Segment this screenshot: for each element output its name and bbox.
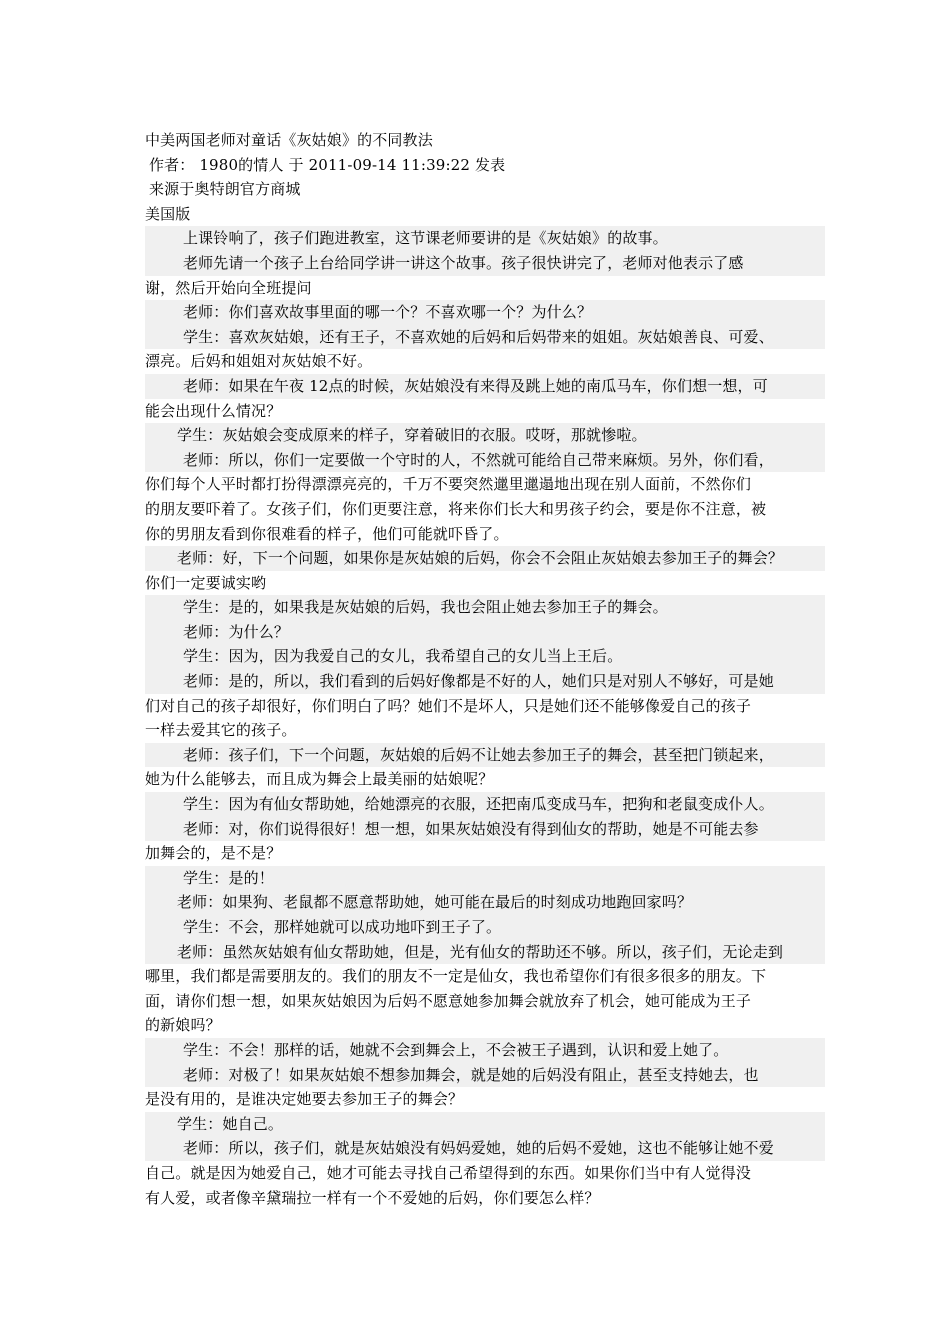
paragraph-line: 她为什么能够去，而且成为舞会上最美丽的姑娘呢？ (145, 770, 494, 789)
paragraph-line: 学生：喜欢灰姑娘，还有王子，不喜欢她的后妈和后妈带来的姐姐。灰姑娘善良、可爱、 (145, 325, 825, 350)
paragraph-line: 老师：所以，你们一定要做一个守时的人，不然就可能给自己带来麻烦。另外，你们看， (145, 448, 825, 473)
paragraph-line: 能会出现什么情况？ (145, 401, 282, 420)
paragraph-line: 老师：如果狗、老鼠都不愿意帮助她，她可能在最后的时刻成功地跑回家吗？ (145, 890, 825, 915)
paragraph-line: 老师：你们喜欢故事里面的哪一个？不喜欢哪一个？为什么？ (145, 300, 825, 325)
paragraph-line: 学生：因为，因为我爱自己的女儿，我希望自己的女儿当上王后。 (145, 644, 825, 669)
paragraph-line: 是没有用的，是谁决定她要去参加王子的舞会？ (145, 1090, 464, 1109)
paragraph-line: 面，请你们想一想，如果灰姑娘因为后妈不愿意她参加舞会就放弃了机会，她可能成为王子 (145, 991, 752, 1010)
article-meta: 作者： 1980的情人 于 2011-09-14 11:39:22 发表 (149, 155, 506, 174)
paragraph-line: 老师：如果在午夜 12点的时候，灰姑娘没有来得及跳上她的南瓜马车，你们想一想，可 (145, 374, 825, 399)
paragraph-line: 老师：对，你们说得很好！想一想，如果灰姑娘没有得到仙女的帮助，她是不可能去参 (145, 817, 825, 842)
paragraph-line: 老师：是的，所以，我们看到的后妈好像都是不好的人，她们只是对别人不够好，可是她 (145, 669, 825, 694)
paragraph-line: 学生：不会！那样的话，她就不会到舞会上，不会被王子遇到，认识和爱上她了。 (145, 1038, 825, 1063)
paragraph-line: 加舞会的，是不是？ (145, 844, 282, 863)
paragraph-line: 自己。就是因为她爱自己，她才可能去寻找自己希望得到的东西。如果你们当中有人觉得没 (145, 1163, 752, 1182)
section-heading: 美国版 (145, 204, 191, 223)
paragraph-line: 上课铃响了，孩子们跑进教室，这节课老师要讲的是《灰姑娘》的故事。 (145, 226, 825, 251)
paragraph-line: 老师先请一个孩子上台给同学讲一讲这个故事。孩子很快讲完了，老师对他表示了感 (145, 251, 825, 276)
paragraph-line: 哪里，我们都是需要朋友的。我们的朋友不一定是仙女，我也希望你们有很多很多的朋友。下 (145, 967, 767, 986)
paragraph-line: 学生：因为有仙女帮助她，给她漂亮的衣服，还把南瓜变成马车，把狗和老鼠变成仆人。 (145, 792, 825, 817)
paragraph-line: 老师：虽然灰姑娘有仙女帮助她，但是，光有仙女的帮助还不够。所以，孩子们，无论走到 (145, 940, 825, 965)
paragraph-line: 有人爱，或者像辛黛瑞拉一样有一个不爱她的后妈，你们要怎么样？ (145, 1188, 600, 1207)
paragraph-line: 漂亮。后妈和姐姐对灰姑娘不好。 (145, 352, 373, 371)
paragraph-line: 谢，然后开始向全班提问 (145, 278, 312, 297)
paragraph-line: 你的男朋友看到你很难看的样子，他们可能就吓昏了。 (145, 524, 509, 543)
paragraph-line: 学生：不会，那样她就可以成功地吓到王子了。 (145, 915, 825, 940)
paragraph-line: 学生：她自己。 (145, 1112, 825, 1137)
paragraph-line: 你们一定要诚实哟 (145, 573, 267, 592)
paragraph-line: 学生：是的！ (145, 866, 825, 891)
paragraph-line: 学生：是的，如果我是灰姑娘的后妈，我也会阻止她去参加王子的舞会。 (145, 595, 825, 620)
paragraph-line: 老师：好，下一个问题，如果你是灰姑娘的后妈，你会不会阻止灰姑娘去参加王子的舞会？ (145, 546, 825, 571)
article-title: 中美两国老师对童话《灰姑娘》的不同教法 (145, 131, 433, 149)
paragraph-line: 老师：所以，孩子们，就是灰姑娘没有妈妈爱她，她的后妈不爱她，这也不能够让她不爱 (145, 1136, 825, 1161)
paragraph-line: 的新娘吗？ (145, 1016, 221, 1035)
paragraph-line: 们对自己的孩子却很好，你们明白了吗？她们不是坏人，只是她们还不能够像爱自己的孩子 (145, 696, 752, 715)
paragraph-line: 老师：对极了！如果灰姑娘不想参加舞会，就是她的后妈没有阻止，甚至支持她去，也 (145, 1063, 825, 1088)
paragraph-line: 一样去爱其它的孩子。 (145, 721, 297, 740)
paragraph-line: 学生：灰姑娘会变成原来的样子，穿着破旧的衣服。哎呀，那就惨啦。 (145, 423, 825, 448)
paragraph-line: 老师：孩子们，下一个问题，灰姑娘的后妈不让她去参加王子的舞会，甚至把门锁起来， (145, 743, 825, 768)
article (145, 128, 825, 1210)
paragraph-line: 老师：为什么？ (145, 620, 825, 645)
paragraph-line: 你们每个人平时都打扮得漂漂亮亮的，千万不要突然邋里邋遢地出现在别人面前，不然你们 (145, 475, 752, 494)
article-source: 来源于奥特朗官方商城 (149, 180, 301, 199)
paragraph-line: 的朋友要吓着了。女孩子们，你们更要注意，将来你们长大和男孩子约会，要是你不注意，被 (145, 499, 767, 518)
